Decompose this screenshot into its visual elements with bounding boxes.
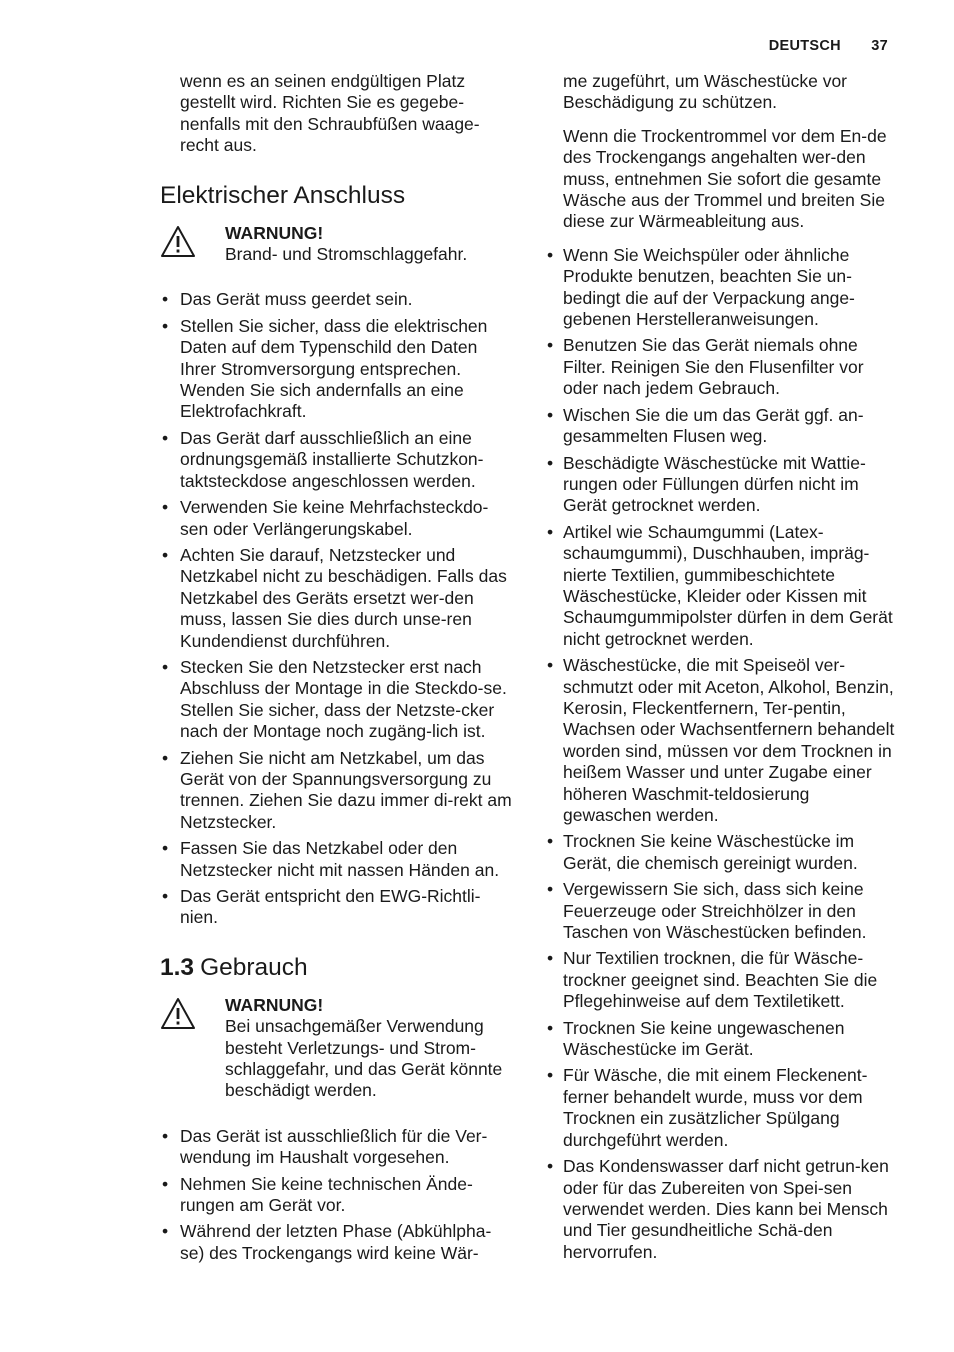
bullet-icon: • bbox=[547, 831, 554, 852]
warning-triangle-icon bbox=[160, 997, 196, 1030]
warning-title: WARNUNG! bbox=[225, 222, 324, 243]
list-item: • Das Kondenswasser darf nicht getrun-ken oder für das Zubereiten von Spei-sen verwendet werden. Dies kann bei Mensch und Tier gesundheitliche Schä-den hervorrufen. bbox=[547, 1156, 889, 1262]
list-item: • Vergewissern Sie sich, dass sich keine Feuerzeuge oder Streichhölzer in den Taschen von Wäschestücken befinden. bbox=[547, 879, 867, 943]
bullet-icon: • bbox=[547, 404, 554, 425]
list-item: • Benutzen Sie das Gerät niemals ohne Filter. Reinigen Sie den Flusenfilter vor oder nach jedem Gebrauch. bbox=[547, 335, 864, 399]
page-header bbox=[769, 38, 888, 54]
list-item: • Beschädigte Wäschestücke mit Wattie-rungen oder Füllungen dürfen nicht im Gerät getrocknet werden. bbox=[547, 452, 866, 516]
warning-triangle-icon bbox=[160, 225, 196, 258]
warning-box bbox=[160, 223, 515, 266]
bullet-list bbox=[160, 289, 515, 928]
bullet-icon: • bbox=[162, 886, 169, 906]
list-item: • Stellen Sie sicher, dass die elektrischen Daten auf dem Typenschild den Daten Ihrer Stromversorgung entsprechen. Wenden Sie sich andernfalls an eine Elektrofachkraft. bbox=[162, 315, 488, 422]
list-item: • Verwenden Sie keine Mehrfachsteckdo-sen oder Verlängerungskabel. bbox=[162, 497, 489, 539]
bullet-icon: • bbox=[162, 1221, 169, 1242]
list-item: • Das Gerät darf ausschließlich an eine ordnungsgemäß installierte Schutzkon-taktsteckdose angeschlossen werden. bbox=[162, 427, 484, 491]
list-item: • Das Gerät entspricht den EWG-Richtli-nien. bbox=[162, 886, 481, 928]
list-item: • Trocknen Sie keine ungewaschenen Wäschestücke im Gerät. bbox=[547, 1017, 845, 1060]
bullet-icon: • bbox=[162, 656, 169, 677]
list-item: • Fassen Sie das Netzkabel oder den Netzstecker nicht mit nassen Händen an. bbox=[162, 838, 500, 880]
bullet-icon: • bbox=[162, 544, 169, 565]
bullet-icon: • bbox=[547, 1156, 554, 1177]
bullet-icon: • bbox=[547, 1017, 554, 1038]
bullet-icon: • bbox=[547, 655, 554, 676]
list-item: • Achten Sie darauf, Netzstecker und Netzkabel nicht zu beschädigen. Falls das Netzkabel des Geräts ersetzt wer-den muss, lassen Sie dies durch unse-ren Kundendienst durchführen. bbox=[162, 544, 507, 651]
section-title-usage bbox=[160, 953, 515, 983]
right-column bbox=[545, 71, 900, 1268]
list-item: • Wenn Sie Weichspüler oder ähnliche Produkte benutzen, beachten Sie un-bedingt die auf der Verpackung ange-gebenen Herstelleranweisungen. bbox=[547, 244, 855, 330]
list-item: • Nehmen Sie keine technischen Ände-rungen am Gerät vor. bbox=[162, 1173, 473, 1216]
warning-text: Bei unsachgemäßer Verwendung besteht Verletzungs- und Strom-schlaggefahr, und das Gerät könnte beschädigt werden. bbox=[225, 1016, 503, 1101]
bullet-icon: • bbox=[547, 521, 554, 542]
bullet-list bbox=[545, 245, 900, 1263]
bullet-icon: • bbox=[162, 427, 169, 448]
bullet-icon: • bbox=[547, 948, 554, 969]
page-number: 37 bbox=[871, 38, 888, 54]
list-item: • Wäschestücke, die mit Speiseöl ver-schmutzt oder mit Aceton, Alkohol, Benzin, Kerosin, Fleckentfernern, Ter-pentin, Wachsen oder Wachsentfernern behandelt worden sind, müssen vor dem Trocknen in heißem Wasser und unter Zugabe einer höheren Waschmit-teldosierung gewaschen werden. bbox=[547, 655, 895, 825]
intro-paragraph: wenn es an seinen endgültigen Platz gestellt wird. Richten Sie es gegebe-nenfalls mit den Schraubfüßen waage-recht aus. bbox=[180, 71, 480, 156]
continuation-paragraph: Wenn die Trockentrommel vor dem En-de des Trockengangs angehalten wer-den muss, entnehmen Sie sofort die gesamte Wäsche aus der Trommel und breiten Sie diese zur Wärmeableitung aus. bbox=[563, 125, 887, 232]
bullet-icon: • bbox=[162, 289, 169, 310]
bullet-icon: • bbox=[547, 1065, 554, 1086]
bullet-icon: • bbox=[547, 335, 554, 356]
list-item: • Ziehen Sie nicht am Netzkabel, um das Gerät von der Spannungsversorgung zu trennen. Ziehen Sie dazu immer di-rekt am Netzstecker. bbox=[162, 747, 512, 832]
continuation-paragraph: me zugeführt, um Wäschestücke vor Beschädigung zu schützen. bbox=[563, 71, 847, 113]
list-item: • Für Wäsche, die mit einem Fleckenent-ferner behandelt wurde, muss vor dem Trocknen ein zusätzlicher Spülgang durchgeführt werden. bbox=[547, 1065, 868, 1150]
bullet-icon: • bbox=[547, 244, 554, 265]
list-item: • Wischen Sie die um das Gerät ggf. an-gesammelten Flusen weg. bbox=[547, 404, 864, 447]
bullet-icon: • bbox=[547, 879, 554, 900]
bullet-icon: • bbox=[547, 452, 554, 473]
bullet-icon: • bbox=[162, 497, 169, 518]
list-item: • Stecken Sie den Netzstecker erst nach Abschluss der Montage in die Steckdo-se. Stellen Sie sicher, dass der Netzste-cker nach der Montage noch zugäng-lich ist. bbox=[162, 656, 507, 742]
bullet-icon: • bbox=[162, 315, 169, 336]
bullet-icon: • bbox=[162, 1125, 169, 1146]
section-title-text: Elektrischer Anschluss bbox=[160, 181, 406, 209]
bullet-icon: • bbox=[162, 747, 169, 768]
list-item: • Artikel wie Schaumgummi (Latex-schaumgummi), Duschhauben, impräg-nierte Textilien, gummibeschichtete Wäschestücke, Kleider oder Kissen mit Schaumgummipolster dürfen in dem Gerät nicht getrocknet werden. bbox=[547, 521, 893, 649]
list-item: • Trocknen Sie keine Wäschestücke im Gerät, die chemisch gereinigt wurden. bbox=[547, 831, 858, 873]
left-column bbox=[160, 71, 515, 1269]
section-title-text: Gebrauch bbox=[200, 953, 308, 981]
list-item: • Das Gerät ist ausschließlich für die Ver-wendung im Haushalt vorgesehen. bbox=[162, 1125, 488, 1168]
warning-box bbox=[160, 995, 515, 1102]
section-title-electrical bbox=[160, 181, 515, 211]
warning-title: WARNUNG! bbox=[225, 994, 324, 1015]
list-item: • Während der letzten Phase (Abkühlpha-se) des Trockengangs wird keine Wär- bbox=[162, 1221, 492, 1263]
bullet-list bbox=[160, 1126, 515, 1264]
bullet-icon: • bbox=[162, 1173, 169, 1194]
list-item: • Nur Textilien trocknen, die für Wäsche-trockner geeignet sind. Beachten Sie die Pflegehinweise auf dem Textiletikett. bbox=[547, 948, 878, 1012]
warning-text: Brand- und Stromschlaggefahr. bbox=[225, 244, 468, 265]
list-item: • Das Gerät muss geerdet sein. bbox=[162, 289, 413, 310]
section-number: 1.3 bbox=[160, 953, 195, 981]
bullet-icon: • bbox=[162, 838, 169, 859]
language-label: DEUTSCH bbox=[768, 38, 841, 54]
